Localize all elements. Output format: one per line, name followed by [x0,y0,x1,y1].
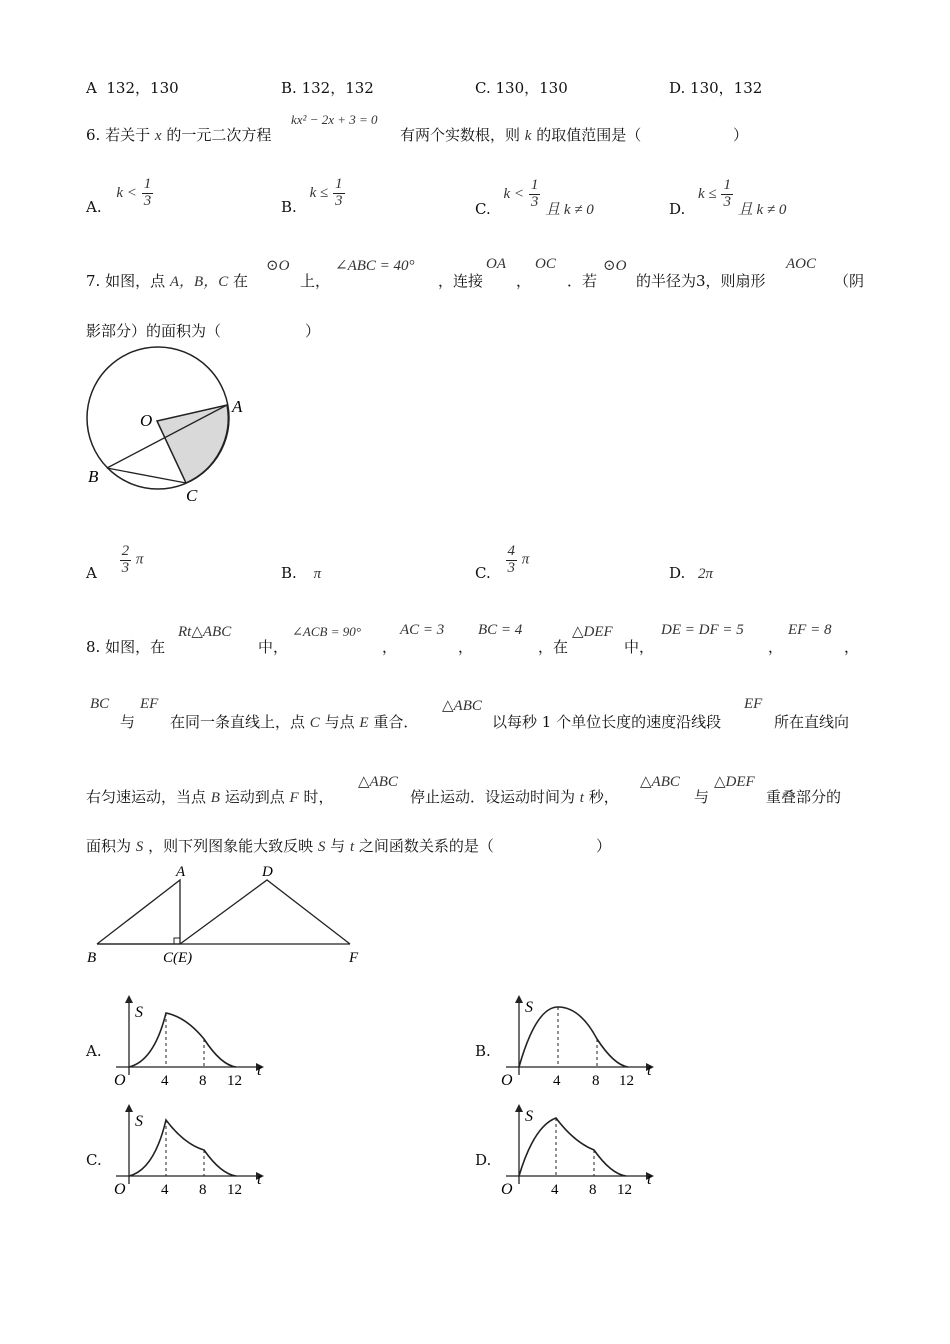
q8-l4-s2: S [317,839,326,855]
q6-tail [400,124,641,145]
q8-graph-b[interactable] [496,995,661,1090]
q6-option-d-post: 且 k ≠ 0 [737,202,787,218]
q8-graph-d[interactable] [496,1104,661,1199]
q7-shaded-sector [157,405,228,483]
q8-l2-bc: BC [90,696,110,712]
q8-ac: AC = 3 [400,622,445,638]
q8-acb: ∠ACB = 90° [292,624,361,639]
q8-l2-point-e: E [359,715,369,731]
q7-option-a-label: A [86,564,97,582]
q8-label-b: B [87,950,97,966]
q7-line1-a [86,270,248,291]
q8-l2-d: 重合． [373,713,419,731]
q5-option-d[interactable] [669,77,762,98]
q5-option-c[interactable] [475,77,568,98]
q5-option-b-label: B. [281,79,297,97]
q8-l2-ef2: EF [744,696,763,712]
q6-option-a-den: 3 [143,192,152,209]
q7-option-b-expr: π [313,566,322,582]
q7-option-c-den: 3 [507,559,515,576]
q7-label-b: B [88,467,99,486]
q8-l3-t: t [579,790,584,806]
q6-option-b[interactable] [281,170,345,216]
q5-option-b[interactable] [281,77,374,98]
q8-graph-d-tick-4: 4 [551,1182,559,1198]
q7-option-a-post: π [135,551,144,568]
q8-graph-d-tick-12: 12 [617,1182,632,1198]
q8-graph-b-t-label: t [647,1062,652,1079]
q8-graph-option-d-label[interactable]: D. [475,1151,492,1169]
q8-graph-d-y-arrow [515,1104,523,1112]
q6-option-c-num: 1 [530,177,539,194]
q8-l3-abc: △ABC [358,774,398,790]
q5-option-a-text: 132，130 [106,79,179,97]
q8-l3-d-text [410,786,619,807]
q6-option-d-label: D. [669,199,686,218]
q6-option-b-den: 3 [335,192,343,209]
q8-graph-a-y-arrow [125,995,133,1003]
q7-option-c-num: 4 [507,542,515,559]
q8-triangle-figure [84,862,374,970]
q6-mid: 的一元二次方程 [166,126,272,144]
q8-graph-a-tick-8: 8 [199,1073,207,1089]
q8-graph-b-tick-4: 4 [553,1073,561,1089]
q8-l2-point-c: C [309,715,320,731]
q8-triangle-def [180,880,350,944]
q7-text-d: ，连接 [438,272,484,290]
q7-option-c-fraction [506,544,518,577]
q8-graph-b-o-label: O [501,1072,513,1089]
q7-comma: ， [516,272,532,290]
q7-oa: OA [486,256,506,272]
q8-graph-c[interactable] [106,1104,271,1199]
q7-label-c: C [186,486,198,505]
q8-l2-c: 与点 [324,713,355,731]
q8-l2-abc: △ABC [442,698,482,714]
q6-tail2: 的取值范围是（ [536,126,642,144]
q8-graph-a-s-label: S [135,1004,143,1021]
q8-graph-b-tick-12: 12 [619,1073,634,1089]
q6-option-a-num: 1 [143,175,152,192]
q8-l3-point-f: F [289,790,299,806]
q8-l3-abc2: △ABC [640,774,680,790]
q7-option-b[interactable] [281,564,321,583]
q8-label-a: A [176,864,186,880]
q6-option-c-fraction [529,178,541,211]
q5-option-a-label: A [86,79,97,97]
q8-graph-c-curve [129,1120,236,1176]
q8-l1-b: 中， [258,638,289,656]
q7-option-b-label: B. [281,564,297,582]
q7-text-c: 上， [300,272,331,290]
q8-graph-option-b-label[interactable]: B. [475,1042,491,1060]
q6-option-c-post: 且 k ≠ 0 [545,202,594,218]
q5-option-c-text: 130，130 [495,79,568,97]
q7-label-a: A [232,397,243,416]
q7-option-d-expr: 2π [698,566,714,582]
q6-option-d-den: 3 [723,194,731,210]
q8-graph-c-y-arrow [125,1104,133,1112]
q5-option-d-label: D. [669,79,686,97]
q8-graph-b-y-arrow [515,995,523,1003]
q6-close-paren: ） [733,126,749,144]
q8-graph-d-t-label: t [647,1171,652,1188]
q7-option-c[interactable] [475,538,529,582]
q8-rt: Rt△ABC [178,624,232,640]
q8-l3-point-b: B [210,790,220,806]
q8-l3-def: △DEF [714,774,755,790]
q7-option-a[interactable] [86,538,143,582]
q8-graph-option-c-label[interactable]: C. [86,1151,102,1169]
q7-line2: 影部分）的面积为（ [86,322,222,340]
q8-c1: ， [382,638,398,656]
q6-var-x: x [154,128,162,144]
q8-l2-ef: EF [140,696,159,712]
q8-l2-e: 以每秒 1 个单位长度的速度沿线段 [492,713,722,731]
q8-l3-text [86,786,334,807]
q6-option-d[interactable] [669,170,786,219]
q8-graph-a-t-label: t [257,1062,262,1079]
q6-option-d-num: 1 [723,177,731,194]
q6-option-c-label: C. [475,199,491,218]
q7-text-e: ．若 [567,272,598,290]
q7-text-g: （阴 [834,272,865,290]
q8-l4-t: t [349,839,355,855]
q7-option-a-den: 3 [121,559,130,576]
q7-option-d[interactable] [669,564,713,583]
q7-option-d-label: D. [669,564,686,582]
q7-text-b: 在 [233,272,249,290]
q8-graph-a-tick-4: 4 [161,1073,169,1089]
q8-ef: EF = 8 [788,622,832,638]
q8-l3-g: 重叠部分的 [766,788,842,806]
q7-angle: ∠ABC = 40° [335,258,415,274]
q8-l2-f: 所在直线向 [774,713,850,731]
q6-lead: 6. 若关于 [86,126,151,144]
q8-l2-b-text [170,711,418,732]
q8-graph-b-tick-8: 8 [592,1073,600,1089]
q8-graph-a[interactable] [106,995,271,1090]
q8-graph-d-s-label: S [525,1108,533,1125]
q8-graph-c-s-label: S [135,1113,143,1130]
q7-option-c-label: C. [475,564,491,582]
q5-option-b-text: 132，132 [301,79,374,97]
q8-graph-c-tick-8: 8 [199,1182,207,1198]
q8-triangle-abc [97,880,180,944]
q7-option-a-fraction [120,544,132,577]
q6-option-d-pre: k ≤ [698,186,717,202]
q8-graph-b-s-label: S [525,999,533,1016]
q8-c3: ， [768,638,784,656]
q6-option-b-fraction [333,177,345,210]
q8-l4-close: ） [596,837,612,855]
q8-l3-c: 时， [303,788,334,806]
q8-graph-d-tick-8: 8 [589,1182,597,1198]
q8-l3-d: 停止运动．设运动时间为 [410,788,576,806]
q7-aoc: AOC [786,256,816,272]
q7-chord-bc [107,468,186,483]
q8-graph-c-tick-4: 4 [161,1182,169,1198]
q8-right-angle-mark [174,938,180,944]
q7-points: A，B，C [169,274,229,290]
q8-label-d: D [262,864,273,880]
q8-bc: BC = 4 [478,622,523,638]
q8-graph-a-o-label: O [114,1072,126,1089]
q6-tail1: 有两个实数根，则 [400,126,521,144]
q7-circle-o2: ⊙O [603,258,627,274]
q8-graph-a-curve [129,1013,236,1067]
q6-option-b-label: B. [281,198,297,216]
q8-graph-c-t-label: t [257,1171,262,1188]
q6-option-b-pre: k ≤ [309,184,329,201]
q8-l2-a: 与 [120,713,136,731]
q5-option-d-text: 130，132 [690,79,763,97]
q8-l1-c: ，在 [538,638,569,656]
q8-l4-s: S [135,839,144,855]
q8-graph-d-o-label: O [501,1181,513,1198]
q7-circle-figure [80,340,260,510]
q8-graph-a-tick-12: 12 [227,1073,242,1089]
q7-text-f: 的半径为3，则扇形 [636,272,766,290]
q6-option-c-den: 3 [530,194,539,210]
q6-option-a-label: A. [86,198,102,216]
q5-option-a[interactable] [86,77,179,98]
q8-dedf: DE = DF = 5 [661,622,744,638]
q7-option-c-post: π [521,551,530,568]
q8-label-f: F [349,950,359,966]
q6-option-a-fraction [142,177,154,210]
q8-graph-c-o-label: O [114,1181,126,1198]
q8-label-ce: C(E) [163,950,193,966]
q5-option-c-label: C. [475,79,491,97]
q6-var-k: k [524,128,532,144]
q7-option-a-num: 2 [121,542,130,559]
q8-c4: ， [844,638,860,656]
q6-equation: kx² − 2x + 3 = 0 [291,112,378,127]
q8-l4-b: ，则下列图象能大致反映 [148,837,314,855]
q7-close-paren: ） [305,322,321,340]
q8-graph-d-curve [519,1118,626,1176]
q6-option-a[interactable] [86,170,153,216]
q8-l3-e: 秒， [588,788,619,806]
q8-l2-b: 在同一条直线上，点 [170,713,306,731]
q8-l4-d: 之间函数关系的是（ [358,837,494,855]
q6-option-d-fraction [721,178,733,211]
q6-stem [86,124,271,145]
q7-label-o: O [140,411,153,430]
q8-graph-b-curve [519,1007,628,1067]
q6-option-a-pre: k < [116,184,137,201]
q8-graph-option-a-label[interactable]: A. [86,1042,102,1060]
q8-l4-a: 面积为 [86,837,132,855]
q8-l3-b: 运动到点 [224,788,285,806]
q8-l4-text [86,835,494,856]
q8-l1-d: 中， [624,638,655,656]
q6-option-c[interactable] [475,170,594,219]
q6-option-c-pre: k < [503,186,525,202]
q6-option-b-num: 1 [335,175,343,192]
q8-def: △DEF [572,624,613,640]
q8-l4-c: 与 [330,837,346,855]
q8-l3-a: 右匀速运动，当点 [86,788,207,806]
q7-oc: OC [535,256,556,272]
q7-text-a: 7. 如图，点 [86,272,166,290]
q8-c2: ， [458,638,474,656]
q8-l3-f: 与 [694,788,710,806]
q8-l1-a: 8. 如图，在 [86,638,166,656]
q8-graph-c-tick-12: 12 [227,1182,242,1198]
q7-circle-o: ⊙O [266,258,290,274]
